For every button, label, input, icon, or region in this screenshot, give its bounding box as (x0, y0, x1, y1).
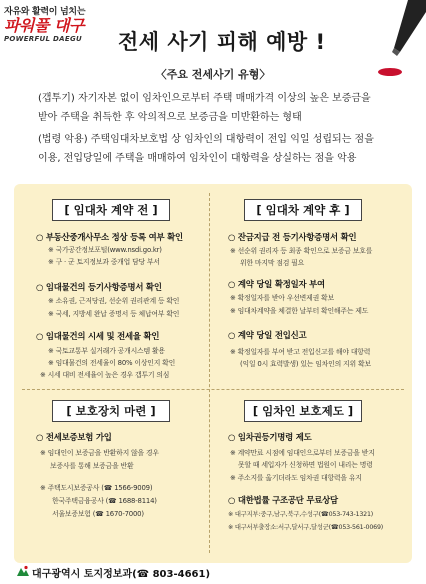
section-title-protection: [ 보호장치 마련 ] (52, 400, 170, 422)
checklist-item: ○ 대한법률 구조공단 무료상담 (228, 495, 338, 505)
definition-law-abuse (38, 130, 410, 168)
checklist-note: ※ 계약만료 시점에 임대인으로부터 보증금을 받지 (230, 449, 375, 457)
checklist-note: ※ 임대물건의 전세율이 80% 이상인지 확인 (48, 359, 176, 367)
checklist-item: ○ 전세보증보험 가입 (36, 432, 112, 442)
checklist-item: ○ 부동산중개사무소 정상 등록 여부 확인 (36, 232, 183, 242)
checklist-note: ※ 국토교통부 실거래가 공개시스템 활용 (48, 347, 165, 355)
checklist-item: ○ 잔금지급 전 등기사항증명서 확인 (228, 232, 357, 242)
logo-brand-en: POWERFUL DAEGU (4, 35, 82, 43)
checklist-note: ※ 소유권, 근저당권, 선순위 권리관계 등 확인 (48, 297, 180, 305)
definition-line: 받아 주택을 취득한 후 악의적으로 보증금을 미반환하는 형태 (38, 112, 302, 123)
checklist-note: ※ 국가공간정보포털(www.nsdi.go.kr) (48, 246, 162, 254)
checklist-note: ※ 주소지를 옮기더라도 임차권 대항력을 유지 (230, 474, 362, 482)
contact-footer: 대구광역시 토지정보과(☎ 803-4661) (32, 569, 211, 580)
checklist-note: ※ 확정일자를 받아 우선변제권 확보 (230, 294, 334, 302)
checklist-note: 위한 마지막 점검 필요 (240, 259, 305, 267)
checklist-note: 못할 때 세입자가 신청하면 법원이 내리는 명령 (238, 461, 373, 469)
definition-gap-investment (38, 89, 410, 127)
page-title: 전세 사기 피해 예방 ! (118, 30, 326, 54)
header (0, 0, 426, 60)
checklist-note: (익일 0시 효력발생) 있는 임차인의 지위 확보 (240, 360, 371, 368)
section-title-before-contract: [ 임대차 계약 전 ] (52, 199, 170, 221)
checklist-note: 서울보증보험 (☎ 1670-7000) (52, 510, 144, 518)
checklist-note: ※ 임대차계약을 체결한 날부터 확인해주는 제도 (230, 307, 369, 315)
checklist-note: 한국주택금융공사 (☎ 1688-8114) (52, 497, 157, 505)
horizontal-divider (22, 389, 404, 390)
vertical-divider (209, 193, 210, 553)
checklist-note: ※ 주택도시보증공사 (☎ 1566-9009) (40, 484, 153, 492)
checklist-note: 보증사를 통해 보증금을 반환 (50, 462, 134, 470)
checklist-note: ※ 국세, 지방세 완납 증명서 등 체납여부 확인 (48, 310, 180, 318)
checklist-note: ※ 대구지부:중구,남구,북구,수성구(☎053-743-1321) (228, 511, 374, 518)
checklist-note: ※ 대구서부출장소:서구,달서구,달성군(☎053-561-0069) (228, 524, 384, 531)
city-emblem-icon (17, 565, 29, 577)
logo-brand: 파워풀 대구 (4, 16, 84, 35)
checklist-item: ○ 임차권등기명령 제도 (228, 432, 312, 442)
page-subtitle: 〈주요 전세사기 유형〉 (155, 68, 271, 81)
checklist-note: ※ 선순위 권리자 등 최종 확인으로 보증금 보호를 (230, 247, 373, 255)
checklist-note: ※ 구 · 군 토지정보과 중개업 담당 부서 (48, 258, 160, 266)
checklist-item: ○ 임대물건의 시세 및 전세율 확인 (36, 331, 160, 341)
checklist-note: ※ 시세 대비 전세율이 높은 경우 갭투기 의심 (40, 371, 170, 379)
checklist-note: ※ 확정일자를 부여 받고 전입신고를 해야 대항력 (230, 348, 371, 356)
checklist-item: ○ 임대물건의 등기사항증명서 확인 (36, 282, 162, 292)
definition-line: (법령 악용) 주택임대차보호법 상 임차인의 대항력이 전입 익일 성립되는 점을 (38, 134, 374, 145)
checklist-item: ○ 계약 당일 확정일자 부여 (228, 279, 325, 289)
checklist-item: ○ 계약 당일 전입신고 (228, 330, 307, 340)
checklist-note: ※ 임대인이 보증금을 반환하지 않을 경우 (40, 449, 159, 457)
section-title-tenant-protection: [ 임차인 보호제도 ] (244, 400, 362, 422)
definition-line: 이용, 전입당일에 주택을 매매하여 임차인이 대항력을 상실하는 점을 악용 (38, 153, 357, 164)
section-title-after-contract: [ 임대차 계약 후 ] (244, 199, 362, 221)
definition-line: (갭투기) 자기자본 없이 임차인으로부터 주택 매매가격 이상의 높은 보증금을 (38, 93, 371, 104)
logo-slogan: 자유와 활력이 넘치는 (4, 7, 86, 17)
city-logo (4, 4, 136, 43)
